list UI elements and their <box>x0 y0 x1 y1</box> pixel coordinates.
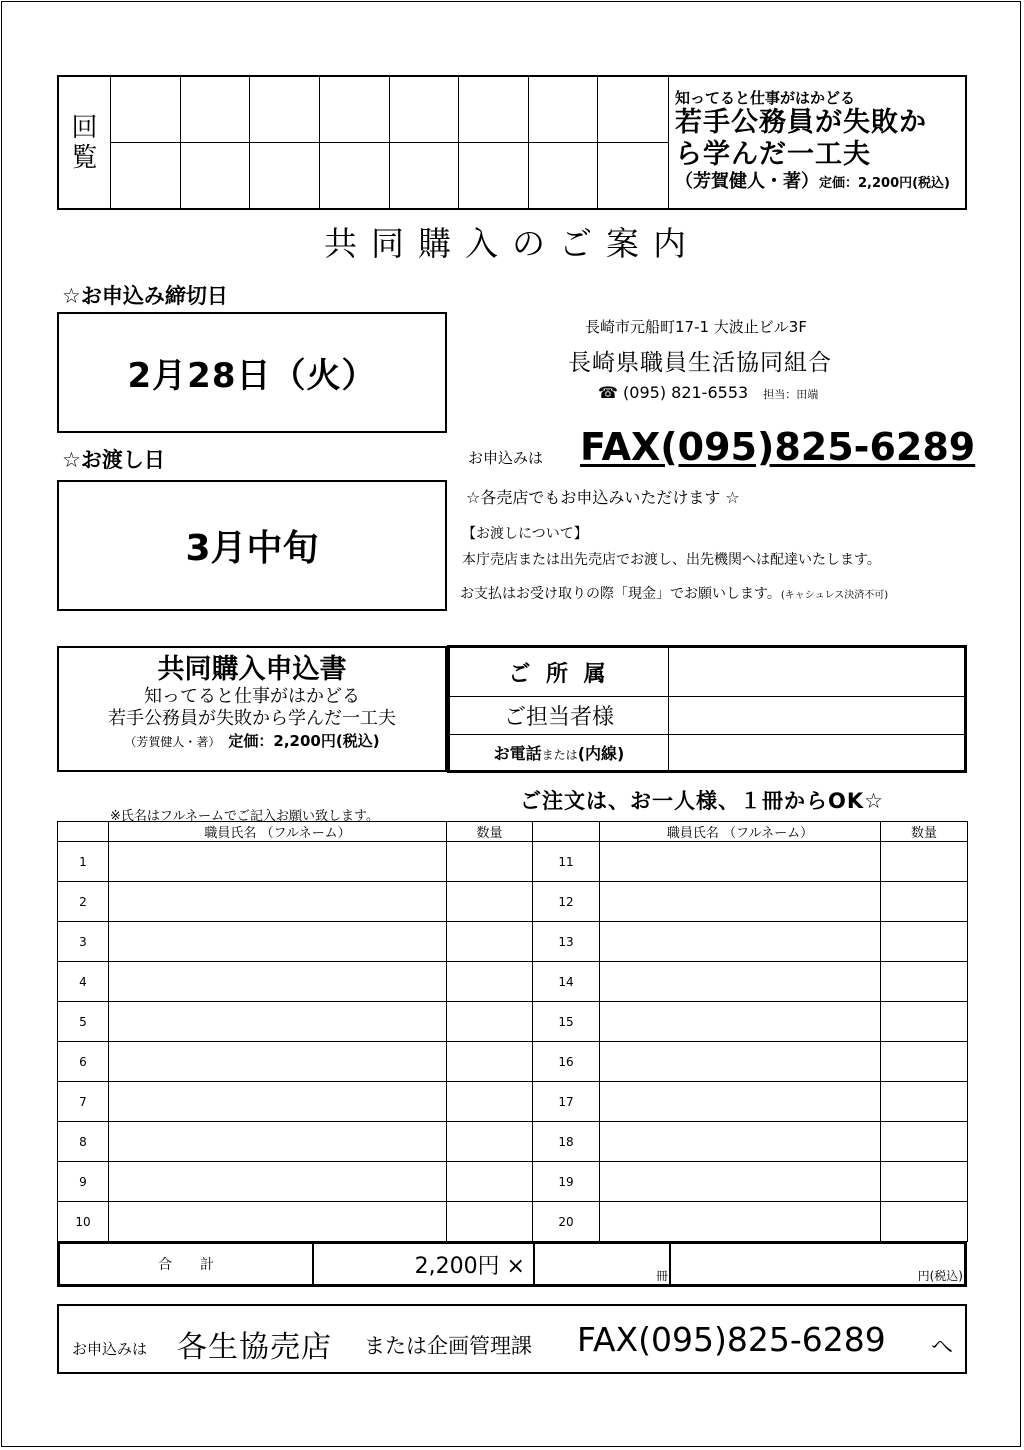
stamp-cell[interactable] <box>529 77 599 143</box>
name-field[interactable] <box>109 922 447 962</box>
fullname-note: ※氏名はフルネームでご記入お願い致します。 <box>110 809 379 824</box>
name-field[interactable] <box>109 882 447 922</box>
qty-field[interactable] <box>447 1042 533 1082</box>
organization-address: 長崎市元船町17-1 大波止ビル3F <box>585 318 807 336</box>
phone-label-cell <box>449 735 669 772</box>
row-number: 4 <box>58 962 109 1002</box>
name-field[interactable] <box>109 1002 447 1042</box>
qty-field[interactable] <box>447 1202 533 1242</box>
footer-fax: FAX(095)825-6289 <box>577 1320 886 1359</box>
page-title: 共同購入のご案内 <box>324 224 700 263</box>
stamp-cell[interactable] <box>111 77 181 143</box>
row-number: 8 <box>58 1122 109 1162</box>
deadline-heading: ☆お申込み締切日 <box>62 284 228 308</box>
application-form-price: 定価：2,200円(税込) <box>228 732 380 750</box>
row-number: 12 <box>533 882 600 922</box>
name-field[interactable] <box>600 1122 881 1162</box>
name-field[interactable] <box>600 1162 881 1202</box>
organization-name: 長崎県職員生活協同組合 <box>568 350 832 376</box>
qty-field[interactable] <box>447 962 533 1002</box>
table-row <box>58 882 968 922</box>
phone-label-ext: (内線) <box>577 744 625 763</box>
book-price: 定価：2,200円(税込) <box>819 176 951 191</box>
name-field[interactable] <box>600 842 881 882</box>
organization-tel: (095) 821-6553 <box>623 383 749 402</box>
qty-field[interactable] <box>881 1122 968 1162</box>
name-field[interactable] <box>109 1042 447 1082</box>
stamp-cell[interactable] <box>459 143 529 209</box>
circulation-label-bottom: 覧 <box>71 142 98 173</box>
list-header-name-left: 職員氏名 （フルネーム） <box>109 822 447 842</box>
row-number: 14 <box>533 962 600 1002</box>
total-row <box>57 1241 967 1287</box>
stamp-cell[interactable] <box>390 143 460 209</box>
telephone-icon: ☎ <box>598 383 618 402</box>
name-field[interactable] <box>600 1042 881 1082</box>
table-row <box>58 1162 968 1202</box>
delivery-heading: ☆お渡し日 <box>62 448 165 472</box>
affiliation-label: ご 所 属 <box>449 647 669 697</box>
books-unit: 冊 <box>655 1269 668 1283</box>
row-number: 17 <box>533 1082 600 1122</box>
row-number: 9 <box>58 1162 109 1202</box>
qty-field[interactable] <box>881 1082 968 1122</box>
qty-field[interactable] <box>881 962 968 1002</box>
table-row <box>58 1002 968 1042</box>
footer-to: へ <box>931 1335 954 1360</box>
name-field[interactable] <box>600 882 881 922</box>
book-info <box>669 77 965 208</box>
delivery-box <box>57 480 447 611</box>
fax-number: FAX(095)825-6289 <box>580 425 976 469</box>
deadline-date: 2月28日（火） <box>127 356 377 396</box>
book-subtitle: 知ってると仕事がはかどる <box>675 89 856 107</box>
name-field[interactable] <box>600 1002 881 1042</box>
footer-apply: お申込みは <box>72 1340 148 1358</box>
table-row <box>58 1082 968 1122</box>
row-number: 6 <box>58 1042 109 1082</box>
affiliation-field[interactable] <box>669 647 966 697</box>
list-header-number-right <box>533 822 600 842</box>
application-form-title: 共同購入申込書 <box>157 654 347 685</box>
phone-label-or: または <box>541 748 578 762</box>
footer-box <box>57 1304 967 1374</box>
deadline-box <box>57 312 447 433</box>
contact-person-label: ご担当者様 <box>449 697 669 735</box>
delivery-note-heading: 【お渡しについて】 <box>462 526 588 542</box>
list-header-number-left <box>58 822 109 842</box>
order-ok-note: ご注文は、お一人様、１冊からOK☆ <box>520 789 884 813</box>
stamp-cell[interactable] <box>111 143 181 209</box>
qty-field[interactable] <box>881 1162 968 1202</box>
phone-label: お電話 <box>493 744 542 763</box>
qty-field[interactable] <box>447 922 533 962</box>
row-number: 13 <box>533 922 600 962</box>
row-number: 20 <box>533 1202 600 1242</box>
name-field[interactable] <box>109 1122 447 1162</box>
stamp-cell[interactable] <box>181 143 251 209</box>
row-number: 2 <box>58 882 109 922</box>
qty-field[interactable] <box>881 842 968 882</box>
book-author: （芳賀健人・著） <box>675 171 819 192</box>
qty-field[interactable] <box>447 1082 533 1122</box>
circulation-table <box>57 75 967 210</box>
phone-field[interactable] <box>669 735 966 772</box>
qty-field[interactable] <box>881 1042 968 1082</box>
row-number: 16 <box>533 1042 600 1082</box>
qty-field[interactable] <box>881 1002 968 1042</box>
table-row <box>58 1122 968 1162</box>
list-header-qty-right: 数量 <box>881 822 968 842</box>
book-title-line2: ら学んだ一工夫 <box>675 139 871 170</box>
qty-field[interactable] <box>447 1122 533 1162</box>
total-label: 合 計 <box>158 1257 214 1273</box>
name-field[interactable] <box>600 962 881 1002</box>
apply-label: お申込みは <box>468 449 544 467</box>
name-field[interactable] <box>109 842 447 882</box>
footer-stores: 各生協売店 <box>177 1330 332 1365</box>
stamp-cell[interactable] <box>250 143 320 209</box>
row-number: 5 <box>58 1002 109 1042</box>
yen-unit: 円(税込) <box>917 1269 963 1283</box>
application-form-author: （芳賀健人・著） <box>124 735 221 749</box>
row-number: 11 <box>533 842 600 882</box>
stamp-cell[interactable] <box>250 77 320 143</box>
circulation-label <box>59 77 111 208</box>
application-form-box <box>57 646 447 772</box>
total-books-field[interactable] <box>535 1244 671 1284</box>
applicant-info-table <box>447 645 967 773</box>
payment-note-text: お支払はお受け取りの際「現金」でお願いします。 <box>460 586 781 602</box>
organization-contact: 担当：田端 <box>763 388 819 401</box>
application-form-line2: 若手公務員が失敗から学んだ一工夫 <box>108 708 396 729</box>
list-header-qty-left: 数量 <box>447 822 533 842</box>
qty-field[interactable] <box>881 922 968 962</box>
name-field[interactable] <box>109 1162 447 1202</box>
name-field[interactable] <box>600 1202 881 1242</box>
application-form-line1: 知ってると仕事がはかどる <box>144 686 360 707</box>
circulation-stamp-grid <box>111 77 669 208</box>
qty-field[interactable] <box>447 1162 533 1202</box>
row-number: 1 <box>58 842 109 882</box>
row-number: 15 <box>533 1002 600 1042</box>
total-label-cell <box>60 1244 314 1284</box>
payment-note <box>460 583 888 603</box>
qty-field[interactable] <box>447 1002 533 1042</box>
total-unit-price: 2,200円 × <box>414 1253 525 1279</box>
row-number: 3 <box>58 922 109 962</box>
footer-or: または企画管理課 <box>364 1334 532 1358</box>
delivery-note-text: 本庁売店または出先売店でお渡し、出先機関へは配達いたします。 <box>462 552 881 568</box>
book-title-line1: 若手公務員が失敗か <box>675 107 927 138</box>
qty-field[interactable] <box>447 842 533 882</box>
name-field[interactable] <box>600 922 881 962</box>
table-row <box>58 922 968 962</box>
qty-field[interactable] <box>881 882 968 922</box>
stamp-cell[interactable] <box>598 143 668 209</box>
list-header-name-right: 職員氏名 （フルネーム） <box>600 822 881 842</box>
total-amount-field[interactable] <box>671 1244 964 1284</box>
organization-tel-line <box>598 383 818 402</box>
total-price-cell <box>314 1244 535 1284</box>
table-row <box>58 1202 968 1242</box>
order-list-table <box>57 821 968 1242</box>
table-row <box>58 842 968 882</box>
stores-note: ☆各売店でもお申込みいただけます ☆ <box>466 488 740 507</box>
stamp-cell[interactable] <box>529 143 599 209</box>
stamp-cell[interactable] <box>320 143 390 209</box>
table-row <box>58 962 968 1002</box>
qty-field[interactable] <box>447 882 533 922</box>
name-field[interactable] <box>109 962 447 1002</box>
name-field[interactable] <box>109 1202 447 1242</box>
name-field[interactable] <box>600 1082 881 1122</box>
row-number: 19 <box>533 1162 600 1202</box>
row-number: 18 <box>533 1122 600 1162</box>
contact-person-field[interactable] <box>669 697 966 735</box>
row-number: 10 <box>58 1202 109 1242</box>
row-number: 7 <box>58 1082 109 1122</box>
name-field[interactable] <box>109 1082 447 1122</box>
payment-note-small: (キャシュレス決済不可) <box>780 590 889 601</box>
circulation-label-top: 回 <box>71 112 98 143</box>
delivery-date: 3月中旬 <box>185 528 319 569</box>
stamp-cell[interactable] <box>598 77 668 143</box>
stamp-cell[interactable] <box>390 77 460 143</box>
stamp-cell[interactable] <box>459 77 529 143</box>
stamp-cell[interactable] <box>320 77 390 143</box>
table-row <box>58 1042 968 1082</box>
stamp-cell[interactable] <box>181 77 251 143</box>
qty-field[interactable] <box>881 1202 968 1242</box>
